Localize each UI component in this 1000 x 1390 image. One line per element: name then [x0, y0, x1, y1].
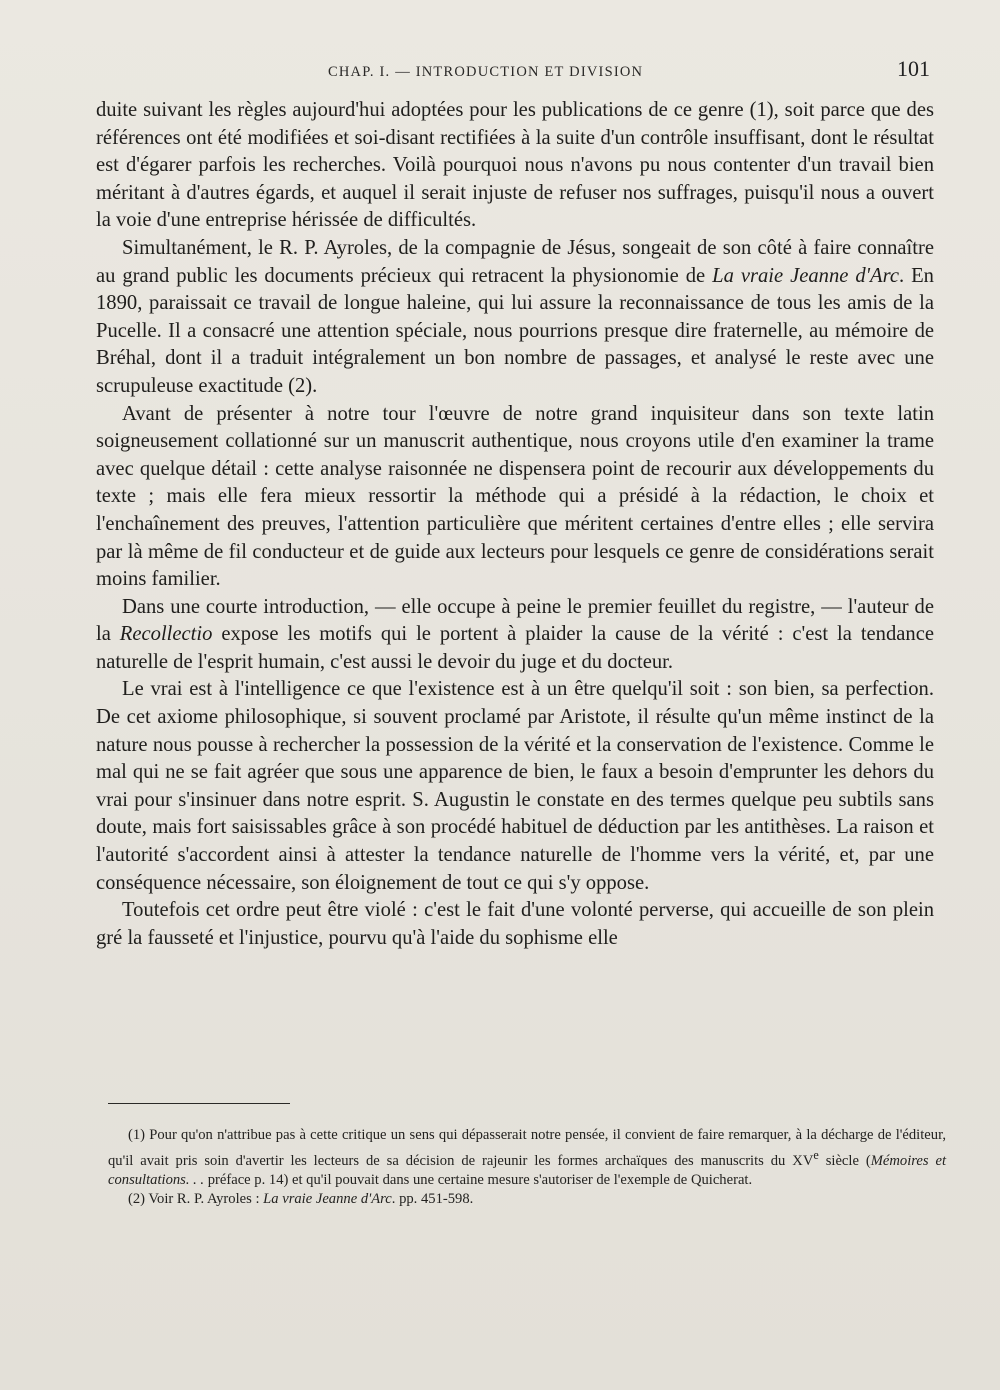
book-title-italic: La vraie Jeanne d'Arc [712, 264, 900, 287]
footnote-2-text-a: (2) Voir R. P. Ayroles : [128, 1191, 264, 1208]
footnote-1-superscript: e [813, 1147, 819, 1162]
footnote-2-title-italic: La vraie Jeanne d'Arc [263, 1191, 392, 1208]
footnote-1 [108, 1126, 946, 1190]
footnote-1-text-b: siècle ( [818, 1152, 871, 1169]
main-text [96, 97, 934, 952]
page-header [96, 56, 934, 92]
paragraph-2 [96, 235, 934, 401]
paragraph-6: Toutefois cet ordre peut être violé : c'est le fait d'une volonté perverse, qui accueille de son plein gré la fausseté et l'injustice, pourvu qu'à l'aide du sophisme elle [96, 899, 934, 949]
paragraph-4-text-a: Dans une courte introduction, — elle occupe à peine le premier feuillet du registre, — l'auteur de la [96, 595, 934, 646]
footnote-1-text-a: (1) Pour qu'on n'attribue pas à cette critique un sens qui dépasserait notre pensée, il convient de faire remarquer, à la décharge de l'éditeur, qu'il avait pris soin d'avertir les lecteurs de sa décision de rajeunir les formes archaïques des manuscrits du XV [108, 1127, 946, 1169]
paragraph-3: Avant de présenter à notre tour l'œuvre de notre grand inquisiteur dans son texte latin soigneusement collationné sur un manuscrit authentique, nous croyons utile d'en examiner la trame avec quelque détail : cette analyse raisonnée ne dispensera point de recourir aux développements du texte ; mais elle fera mieux ressortir la méthode qui a présidé à la rédaction, le choix et l'enchaînement des preuves, l'attention particulière que méritent certaines d'entre elles ; elle servira par là même de fil conducteur et de guide aux lecteurs pour lesquels ce genre de considérations serait moins familier. [96, 402, 934, 591]
paragraph-2-text-a: Simultanément, le R. P. Ayroles, de la compagnie de Jésus, songeait de son côté à faire connaître au grand public les documents précieux qui retracent la physionomie de [96, 236, 934, 287]
footnote-1-title-italic: Mémoires et consultations. . . [108, 1152, 946, 1188]
work-title-italic: Recollectio [119, 623, 213, 646]
paragraph-2-text-b: . En 1890, paraissait ce travail de longue haleine, qui lui assure la reconnaissance de tous les amis de la Pucelle. Il a consacré une attention spéciale, nous pourrions presque dire fraternelle, au mémoire de Bréhal, dont il a traduit intégralement un bon nombre de passages, et analysé le reste avec une scrupuleuse exactitude (2). [96, 264, 934, 397]
paragraph-1: duite suivant les règles aujourd'hui adoptées pour les publications de ce genre (1), soit parce que des références ont été modifiées et soi-disant rectifiées à la suite d'un contrôle insuffisant, dont le résultat est d'égarer parfois les recherches. Voilà pourquoi nous n'avons pu nous contenter d'un travail bien méritant à d'autres égards, et auquel il serait injuste de refuser nos suffrages, puisqu'il nous a ouvert la voie d'une entreprise hérissée de difficultés. [96, 99, 934, 232]
footnote-1-text-c: préface p. 14) et qu'il pouvait dans une certaine mesure s'autoriser de l'exemple de Quicherat. [204, 1171, 753, 1188]
page-number: 101 [897, 56, 930, 81]
footnote-rule [108, 1103, 290, 1104]
footnote-2-text-b: . pp. 451-598. [391, 1191, 474, 1208]
paragraph-5: Le vrai est à l'intelligence ce que l'existence est à un être quelqu'il soit : son bien, sa perfection. De cet axiome philosophique, si souvent proclamé par Aristote, il résulte qu'un même instinct de la nature nous pousse à rechercher la possession de la vérité et la conservation de l'existence. Comme le mal qui ne se fait agréer que sous une apparence de bien, le faux a besoin d'emprunter les dehors du vrai pour s'insinuer dans notre esprit. S. Augustin le constate en des termes quelque peu subtils sans doute, mais fort saisissables grâce à son procédé habituel de déduction par les antithèses. La raison et l'autorité s'accordent ainsi à attester la tendance naturelle de l'homme vers la vérité, et, par une conséquence nécessaire, son éloignement de tout ce qui s'y oppose. [96, 678, 934, 894]
footnotes [108, 1126, 946, 1210]
footnote-2 [108, 1190, 946, 1210]
paragraph-4-text-b: expose les motifs qui le portent à plaider la cause de la vérité : c'est la tendance naturelle de l'esprit humain, c'est aussi le devoir du juge et du docteur. [96, 623, 934, 673]
paragraph-4 [96, 594, 934, 677]
running-head: CHAP. I. — INTRODUCTION ET DIVISION [328, 64, 644, 80]
